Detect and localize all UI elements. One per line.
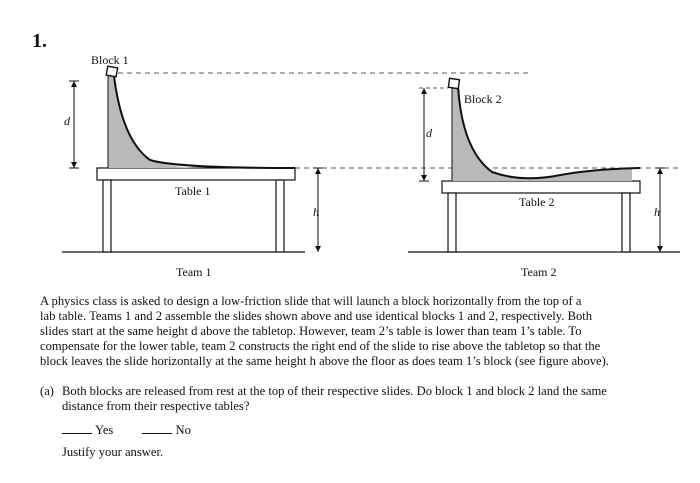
- answer-choices: [62, 423, 217, 438]
- table-2-label: Table 2: [519, 195, 555, 209]
- question-number: 1.: [32, 30, 47, 52]
- team-2-label: Team 2: [521, 265, 557, 279]
- dimension-d-team1: [69, 81, 79, 168]
- dimension-d-team2: [419, 88, 448, 181]
- block-1-label: Block 1: [91, 53, 129, 67]
- description-line: A physics class is asked to design a low-friction slide that will launch a block horizontally from the top of a: [40, 294, 582, 308]
- description-line: block leaves the slide horizontally at the same height h above the floor as does team 1’s block (see figure above).: [40, 354, 609, 368]
- block-2-label: Block 2: [464, 92, 502, 106]
- part-a-question-line: distance from their respective tables?: [62, 399, 250, 413]
- d-label-team2: d: [426, 126, 432, 140]
- yes-choice[interactable]: [62, 423, 113, 438]
- table-1-label: Table 1: [175, 184, 211, 198]
- part-a-label: (a): [40, 384, 54, 398]
- description-line: compensate for the lower table, team 2 constructs the right end of the slide to rise above the tabletop so that the: [40, 339, 601, 353]
- no-label: No: [175, 423, 191, 437]
- no-choice[interactable]: [142, 423, 190, 438]
- part-a-question-line: Both blocks are released from rest at the top of their respective slides. Do block 1 and block 2 land the same: [62, 384, 607, 398]
- d-label-team1: d: [64, 114, 70, 128]
- team-1-label: Team 1: [176, 265, 212, 279]
- h-label-team1: h: [313, 205, 319, 219]
- h-label-team2: h: [654, 205, 660, 219]
- block-2: [448, 78, 459, 88]
- justify-prompt: Justify your answer.: [62, 445, 164, 459]
- no-blank[interactable]: [142, 433, 172, 434]
- slide-1: [108, 75, 200, 168]
- description-line: lab table. Teams 1 and 2 assemble the slides shown above and use identical blocks 1 and 2, respectively. Both: [40, 309, 593, 323]
- part-a: [40, 384, 670, 414]
- block-1: [106, 66, 117, 77]
- description-line: slides start at the same height d above the tabletop. However, team 2’s table is lower than team 1’s table. To: [40, 324, 582, 338]
- problem-description: [40, 294, 670, 369]
- part-a-question: [62, 384, 670, 414]
- yes-blank[interactable]: [62, 433, 92, 434]
- table-2: [442, 181, 640, 252]
- yes-label: Yes: [95, 423, 114, 437]
- table-1: [97, 168, 295, 252]
